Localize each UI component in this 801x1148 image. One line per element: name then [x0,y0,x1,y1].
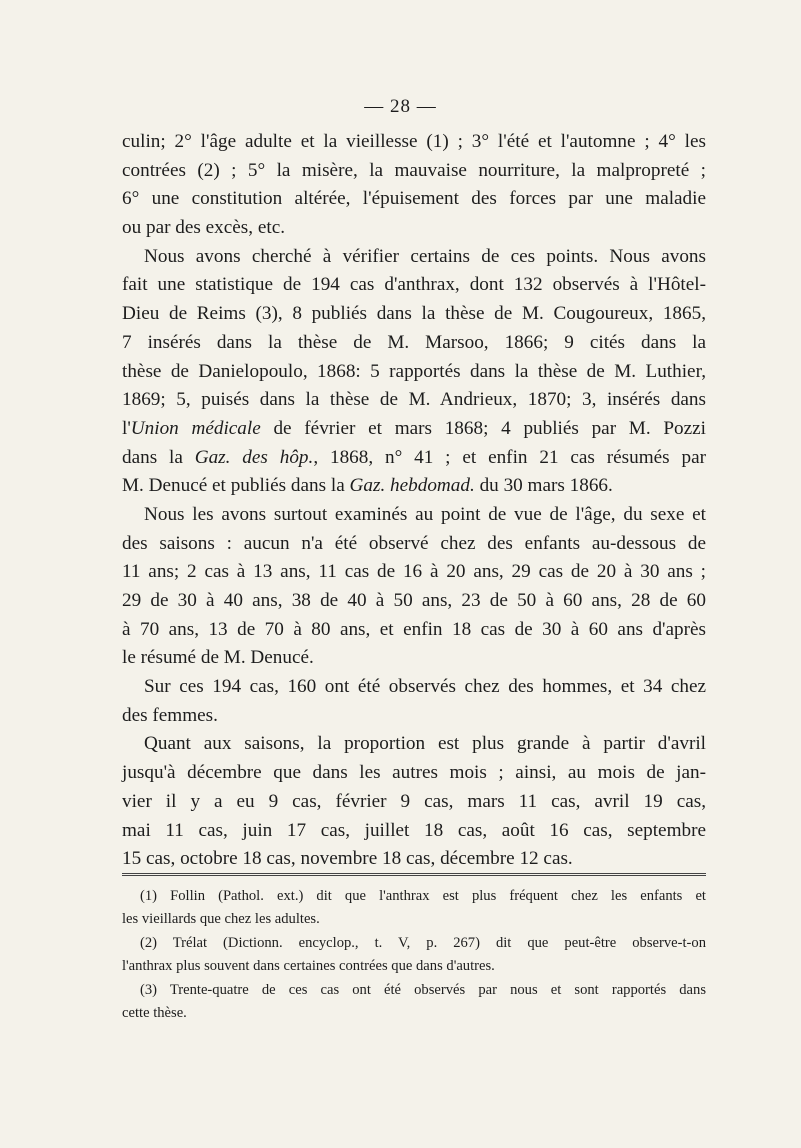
body-line [122,788,706,817]
text-run: Nous les avons surtout examinés au point de vue de l'âge, du sexe et [144,503,706,525]
text-run: Nous avons cherché à vérifier certains de ces points. Nous avons [144,245,706,267]
italic-citation: Gaz. des hôp. [194,446,314,468]
text-run: mai 11 cas, juin 17 cas, juillet 18 cas, août 16 cas, septembre [122,819,706,841]
text-run: culin; 2° l'âge adulte et la vieillesse (1) ; 3° l'été et l'automne ; 4° les [122,131,706,152]
text-run: le résumé de M. Denucé. [122,647,314,669]
page-number: — 28 — [364,96,437,117]
body-line [122,845,706,874]
body-line [122,616,706,645]
text-run: des femmes. [122,704,218,726]
body-line [122,444,706,473]
body-text [122,128,706,874]
body-line [122,730,706,759]
footnote-line: cette thèse. [122,1004,187,1021]
text-run: Dieu de Reims (3), 8 publiés dans la thèse de M. Cougoureux, 1865, [122,303,706,325]
footnote-line: (2) Trélat (Dictionn. encyclop., t. V, p. 267) dit que peut-être observe-t-on [140,934,706,951]
text-run: 7 insérés dans la thèse de M. Marsoo, 1866; 9 cités dans la [122,331,706,353]
body-line [122,501,706,530]
text-run: , 1868, n° 41 ; et enfin 21 cas résumés par [313,446,706,468]
text-run: 29 de 30 à 40 ans, 38 de 40 à 50 ans, 23 de 50 à 60 ans, 28 de 60 [122,590,706,611]
body-line [122,759,706,788]
text-run: 11 ans; 2 cas à 13 ans, 11 cas de 16 à 20 ans, 29 cas de 20 à 30 ans ; [122,561,706,583]
body-line [122,243,706,272]
footnote-line: (1) Follin (Pathol. ext.) dit que l'anthrax est plus fréquent chez les enfants et [140,888,706,904]
body-line [122,415,706,444]
body-line [122,817,706,846]
text-run: dans la [122,446,195,468]
body-line [122,271,706,300]
body-line [122,128,706,157]
body-line [122,530,706,559]
footnote-separator [122,873,706,876]
text-run: 6° une constitution altérée, l'épuisement des forces par une maladie [122,188,706,210]
italic-citation: Gaz. hebdomad. [349,475,475,497]
body-line [122,157,706,186]
text-run: de février et mars 1868; 4 publiés par M. Pozzi [260,417,707,439]
body-line [122,329,706,358]
body-line [122,185,706,214]
text-run: vier il y a eu 9 cas, février 9 cas, mars 11 cas, avril 19 cas, [122,790,706,812]
text-run: du 30 mars 1866. [474,475,613,497]
text-run: à 70 ans, 13 de 70 à 80 ans, et enfin 18 cas de 30 à 60 ans d'après [122,618,706,640]
footnote-line: les vieillards que chez les adultes. [122,911,320,928]
body-line [122,358,706,387]
body-line [122,472,706,501]
body-line [122,558,706,587]
body-line [122,587,706,616]
text-run: Sur ces 194 cas, 160 ont été observés chez des hommes, et 34 chez [144,676,706,698]
text-run: jusqu'à décembre que dans les autres mois ; ainsi, au mois de jan- [122,762,706,784]
text-run: des saisons : aucun n'a été observé chez des enfants au-dessous de [122,532,706,554]
text-run: ou par des excès, etc. [122,217,286,239]
body-line [122,644,706,673]
footnotes [122,885,706,1025]
text-run: M. Denucé et publiés dans la [122,475,350,497]
body-line [122,386,706,415]
body-line [122,702,706,731]
text-run: 1869; 5, puisés dans la thèse de M. Andrieux, 1870; 3, insérés dans [122,389,706,411]
footnote-line: (3) Trente-quatre de ces cas ont été observés par nous et sont rapportés dans [140,981,706,998]
text-run: thèse de Danielopoulo, 1868: 5 rapportés dans la thèse de M. Luthier, [122,360,706,382]
body-line [122,214,706,243]
body-line [122,673,706,702]
footnote-line: l'anthrax plus souvent dans certaines contrées que dans d'autres. [122,958,495,975]
text-run: 15 cas, octobre 18 cas, novembre 18 cas, décembre 12 cas. [122,848,573,870]
body-line [122,300,706,329]
text-run: contrées (2) ; 5° la misère, la mauvaise nourriture, la malpropreté ; [122,159,706,181]
italic-citation: Union médicale [130,417,261,439]
text-run: l' [122,417,131,439]
text-run: fait une statistique de 194 cas d'anthrax, dont 132 observés à l'Hôtel- [122,274,706,296]
text-run: Quant aux saisons, la proportion est plus grande à partir d'avril [144,733,706,755]
